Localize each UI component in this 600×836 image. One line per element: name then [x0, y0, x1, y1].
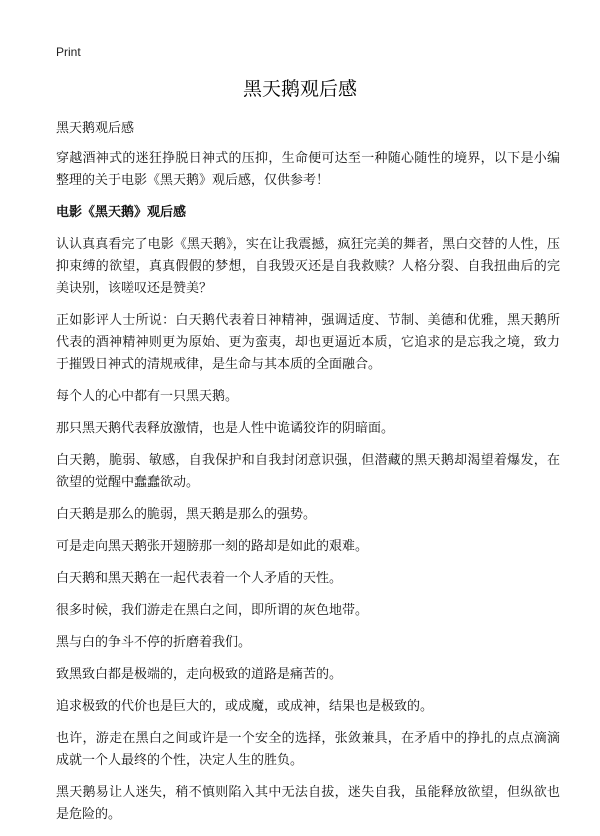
paragraph: 认认真真看完了电影《黑天鹅》，实在让我震撼，疯狂完美的舞者，黑白交替的人性，压抑束缚的欲望，真真假假的梦想，自我毁灭还是自我救赎？人格分裂、自我扭曲后的完美诀别，该嗟叹还是赞美？ [56, 237, 560, 296]
intro-paragraph: 穿越酒神式的迷狂挣脱日神式的压抑，生命便可达至一种随心随性的境界，以下是小编整理的关于电影《黑天鹅》观后感，仅供参考！ [56, 151, 560, 188]
paragraph: 黑与白的争斗不停的折磨着我们。 [56, 635, 252, 650]
paragraph: 可是走向黑天鹅张开翅膀那一刻的路却是如此的艰难。 [56, 539, 369, 554]
paragraph: 白天鹅是那么的脆弱，黑天鹅是那么的强势。 [56, 507, 317, 522]
section-heading: 电影《黑天鹅》观后感 [56, 205, 187, 220]
paragraph: 每个人的心中都有一只黑天鹅。 [56, 389, 239, 404]
print-label: Print [56, 45, 81, 59]
paragraph: 也许，游走在黑白之间或许是一个安全的选择，张敛兼具，在矛盾中的挣扎的点点滴滴成就一个人最终的个性，决定人生的胜负。 [56, 731, 560, 768]
paragraph: 白天鹅，脆弱、敏感，自我保护和自我封闭意识强，但潜藏的黑天鹅却渴望着爆发，在欲望的觉醒中蠢蠢欲动。 [56, 453, 560, 490]
article-body [56, 118, 560, 836]
paragraph: 很多时候，我们游走在黑白之间，即所谓的灰色地带。 [56, 603, 369, 618]
paragraph: 正如影评人士所说：白天鹅代表着日神精神，强调适度、节制、美德和优雅，黑天鹅所代表的酒神精神则更为原始、更为蛮夷，却也更逼近本质，它追求的是忘我之境，致力于摧毁日神式的清规戒律，是生命与其本质的全面融合。 [56, 313, 560, 372]
page-title: 黑天鹅观后感 [242, 78, 357, 100]
paragraph: 追求极致的代价也是巨大的，或成魔，或成神，结果也是极致的。 [56, 699, 434, 714]
paragraph: 白天鹅和黑天鹅在一起代表着一个人矛盾的天性。 [56, 571, 343, 586]
paragraph: 致黑致白都是极端的，走向极致的道路是痛苦的。 [56, 667, 343, 682]
paragraph: 黑天鹅易让人迷失，稍不慎则陷入其中无法自拔，迷失自我，虽能释放欲望，但纵欲也是危险的。 [56, 785, 560, 822]
article-subtitle: 黑天鹅观后感 [56, 121, 135, 136]
paragraph: 那只黑天鹅代表释放激情，也是人性中诡谲狡诈的阴暗面。 [56, 421, 395, 436]
